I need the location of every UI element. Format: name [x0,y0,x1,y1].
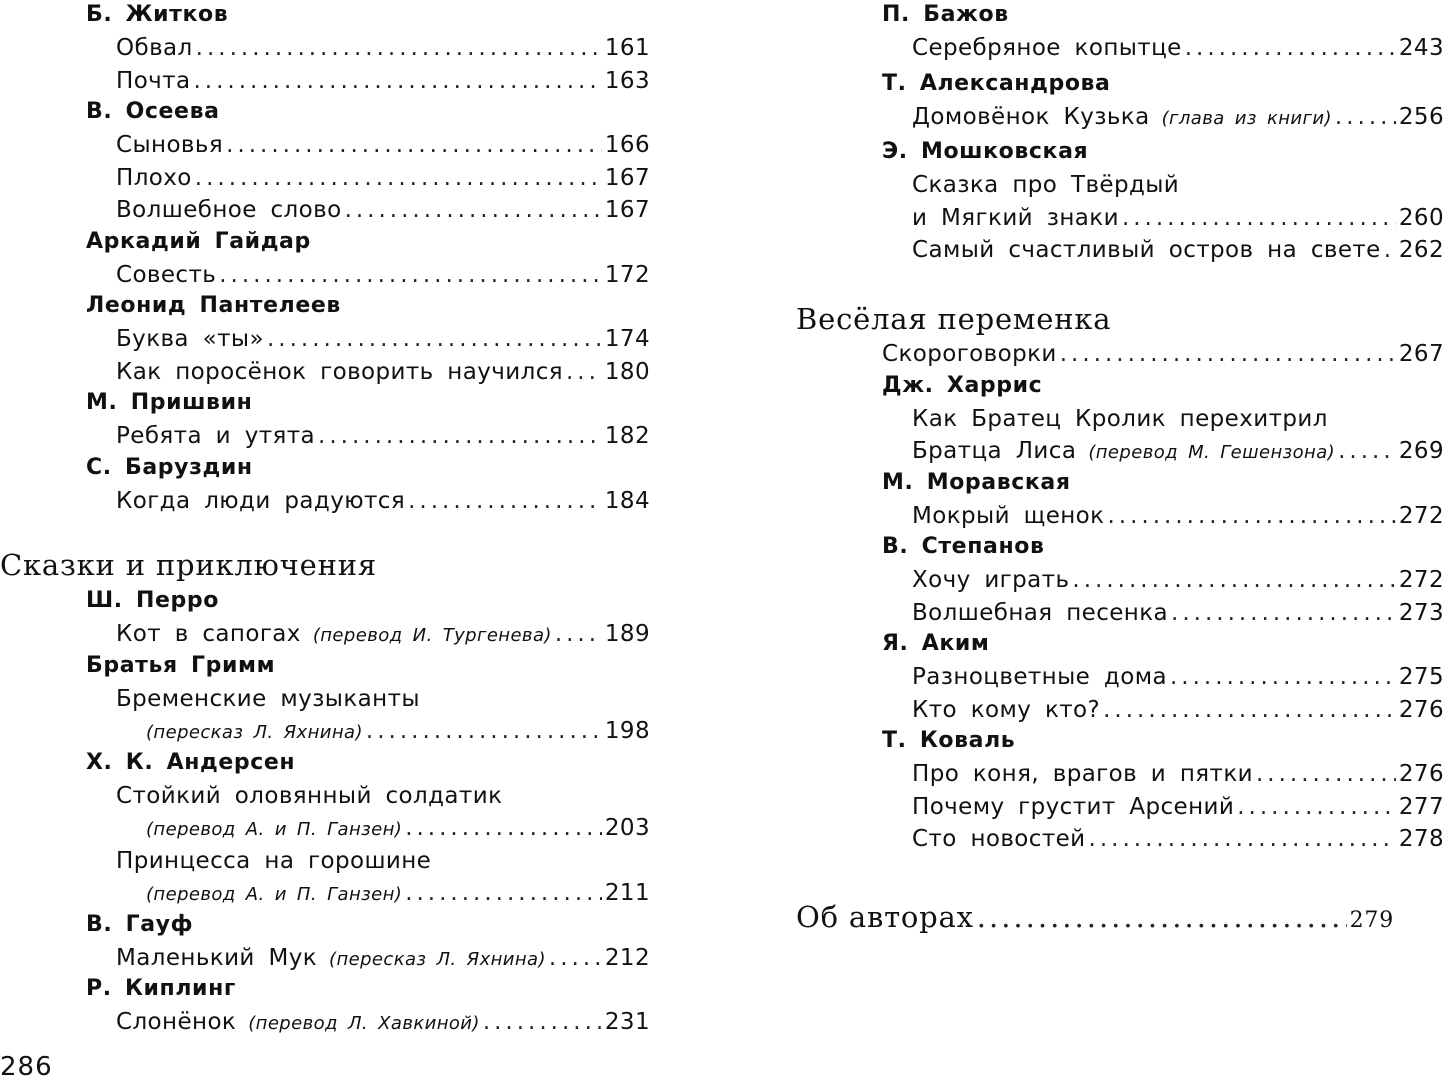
leader-dots [1185,32,1396,65]
leader-dots [195,162,602,195]
toc-entry[interactable] [912,234,1444,267]
entry-page: 276 [1398,761,1444,787]
entry-page: 273 [1398,599,1444,626]
entry-note: (пересказ Л. Яхнина) [329,948,546,970]
entry-page: 212 [604,944,650,971]
entry-page: 276 [1398,696,1444,723]
entry-page: 279 [1349,908,1394,933]
toc-entry[interactable] [912,661,1444,694]
leader-dots [318,420,602,453]
entry-title: Совесть [116,261,217,288]
leader-dots [1089,823,1396,856]
leader-dots [1103,694,1396,727]
toc-entry[interactable] [116,812,650,845]
entry-title[interactable]: Бременские музыканты [116,685,420,712]
author-heading: Х. К. Андерсен [86,749,296,775]
author-heading: Б. Житков [86,2,229,27]
leader-dots [1170,661,1396,694]
leader-dots [1107,500,1395,533]
entry-title: Про коня, врагов и пятки [912,761,1253,787]
section-heading-merry-break: Весёлая переменка [796,302,1112,336]
entry-page: 198 [604,718,650,744]
entry-page: 180 [604,358,650,385]
entry-page: 203 [604,815,650,841]
author-heading: Аркадий Гайдар [86,228,311,254]
entry-title: Плохо [116,164,192,191]
entry-title: Обвал [116,35,193,61]
entry-title[interactable]: Стойкий оловянный солдатик [116,782,503,809]
entry-title: Почему грустит Арсений [912,793,1235,820]
entry-page: 172 [604,261,650,288]
leader-dots [1335,101,1396,134]
entry-page: 277 [1398,793,1444,820]
entry-page: 182 [604,423,650,449]
entry-title[interactable]: Принцесса на горошине [116,847,432,874]
leader-dots [267,323,602,356]
author-heading: Я. Аким [882,631,990,656]
leader-dots [193,65,601,98]
entry-page: 278 [1398,826,1444,852]
author-heading: М. Пришвин [86,390,253,415]
entry-title: Серебряное копытце [912,35,1182,61]
entry-title: Сыновья [116,132,224,158]
entry-page: 267 [1398,341,1444,367]
entry-note: (пересказ Л. Яхнина) [146,722,363,743]
leader-dots [219,259,602,292]
toc-entry[interactable] [116,129,650,162]
author-heading: Т. Коваль [882,728,1016,753]
leader-dots [196,32,602,65]
author-heading: Т. Александрова [882,70,1111,96]
entry-title: Волшебное слово [116,197,342,223]
entry-page: 275 [1398,664,1444,690]
leader-dots [405,877,602,910]
author-heading: Э. Мошковская [882,139,1089,164]
entry-title: Сто новостей [912,826,1086,852]
entry-note: (перевод А. и П. Ганзен) [146,884,403,905]
toc-entry[interactable] [912,101,1444,134]
entry-page: 163 [604,67,650,94]
toc-entry[interactable] [882,338,1444,371]
leader-dots [1338,435,1396,468]
author-heading: Леонид Пантелеев [86,293,341,318]
leader-dots [1237,791,1396,824]
author-heading: М. Моравская [882,469,1071,495]
author-heading: Ш. Перро [86,588,219,613]
entry-page: 189 [604,621,650,647]
entry-page: 272 [1398,502,1444,529]
toc-entry[interactable] [116,356,650,389]
toc-entry[interactable] [912,32,1444,65]
author-heading: П. Бажов [882,2,1009,27]
toc-entry[interactable] [116,162,650,195]
entry-title: Почта [116,67,191,94]
leader-dots [1122,202,1396,235]
leader-dots [408,485,602,518]
entry-page: 256 [1398,103,1444,130]
entry-title: Маленький Мук [116,944,318,971]
toc-entry[interactable] [116,194,650,227]
author-heading: Р. Киплинг [86,976,236,1001]
toc-entry[interactable] [116,942,650,975]
right-block-authors-1 [882,0,1444,267]
leader-dots [977,898,1347,936]
leader-dots [549,942,602,975]
left-block-authors-2 [86,586,650,1039]
entry-title: Кто кому кто? [912,696,1101,723]
toc-entry[interactable] [116,420,650,453]
entry-title: Волшебная песенка [912,599,1169,626]
toc-entry[interactable] [912,597,1444,630]
leader-dots [555,618,602,651]
toc-entry[interactable] [116,259,650,292]
page-number: 286 [0,1052,53,1082]
toc-entry[interactable] [116,1006,650,1039]
toc-entry[interactable] [116,485,650,518]
toc-entry[interactable] [116,618,650,651]
entry-title: Самый счастливый остров на свете [912,237,1381,263]
entry-title: и Мягкий знаки [912,204,1119,231]
entry-page: 184 [604,487,650,514]
entry-title: Кот в сапогах [116,621,301,647]
entry-page: 167 [604,164,650,191]
entry-title: Разноцветные дома [912,664,1167,690]
entry-page: 231 [604,1009,650,1035]
leader-dots [1384,234,1396,267]
entry-title: Скороговорки [882,341,1057,367]
author-heading: С. Баруздин [86,454,253,480]
entry-note: (перевод И. Тургенева) [312,625,552,646]
toc-entry[interactable] [116,32,650,65]
entry-page: 272 [1398,567,1444,593]
author-heading: Дж. Харрис [882,372,1043,398]
toc-entry[interactable] [116,715,650,748]
toc-entry[interactable] [116,65,650,98]
leader-dots [226,129,602,162]
section-heading-fairy-tales: Сказки и приключения [0,548,377,582]
entry-page: 260 [1398,204,1444,231]
entry-note: (перевод Л. Хавкиной) [248,1013,480,1034]
entry-title: Братца Лиса [912,438,1077,464]
toc-entry[interactable] [912,435,1444,468]
entry-title[interactable]: Сказка про Твёрдый [912,172,1180,198]
author-heading: Братья Гримм [86,652,276,678]
entry-page: 167 [604,197,650,223]
leader-dots [566,356,602,389]
entry-title: Как поросёнок говорить научился [116,358,563,385]
author-heading: В. Гауф [86,911,194,937]
entry-title: Хочу играть [912,567,1070,593]
left-block-authors-1 [86,0,650,517]
entry-page: 262 [1398,237,1444,263]
entry-title: Ребята и утята [116,423,316,449]
leader-dots [1060,338,1396,371]
toc-entry[interactable] [912,500,1444,533]
toc-entry[interactable] [912,564,1444,597]
entry-page: 166 [604,132,650,158]
entry-title: Слонёнок [116,1009,237,1035]
entry-page: 161 [604,35,650,61]
right-block-authors-2 [882,338,1444,856]
toc-entry[interactable] [912,823,1444,856]
leader-dots [1072,564,1395,597]
entry-title: Домовёнок Кузька [912,103,1150,130]
entry-title: Когда люди радуются [116,487,406,514]
toc-entry[interactable] [912,694,1444,727]
leader-dots [366,715,602,748]
leader-dots [345,194,602,227]
toc-entry[interactable] [912,758,1444,791]
leader-dots [1171,597,1396,630]
toc-entry[interactable] [116,877,650,910]
entry-title: Буква «ты» [116,326,264,352]
entry-note: (перевод А. и П. Ганзен) [146,819,403,840]
leader-dots [483,1006,602,1039]
entry-title: Мокрый щенок [912,502,1105,529]
entry-page: 269 [1398,438,1444,464]
toc-entry[interactable] [912,202,1444,235]
toc-entry-about-authors[interactable] [796,898,1394,936]
entry-page: 211 [604,880,650,906]
toc-entry[interactable] [116,323,650,356]
author-heading: В. Степанов [882,534,1045,559]
entry-page: 174 [604,326,650,352]
leader-dots [1256,758,1396,791]
entry-title: Об авторах [796,900,974,934]
entry-title[interactable]: Как Братец Кролик перехитрил [912,405,1328,432]
toc-entry[interactable] [912,791,1444,824]
leader-dots [405,812,602,845]
entry-page: 243 [1398,35,1444,61]
entry-note: (перевод М. Гешензона) [1088,442,1336,463]
author-heading: В. Осеева [86,99,220,124]
entry-note: (глава из книги) [1161,107,1332,129]
